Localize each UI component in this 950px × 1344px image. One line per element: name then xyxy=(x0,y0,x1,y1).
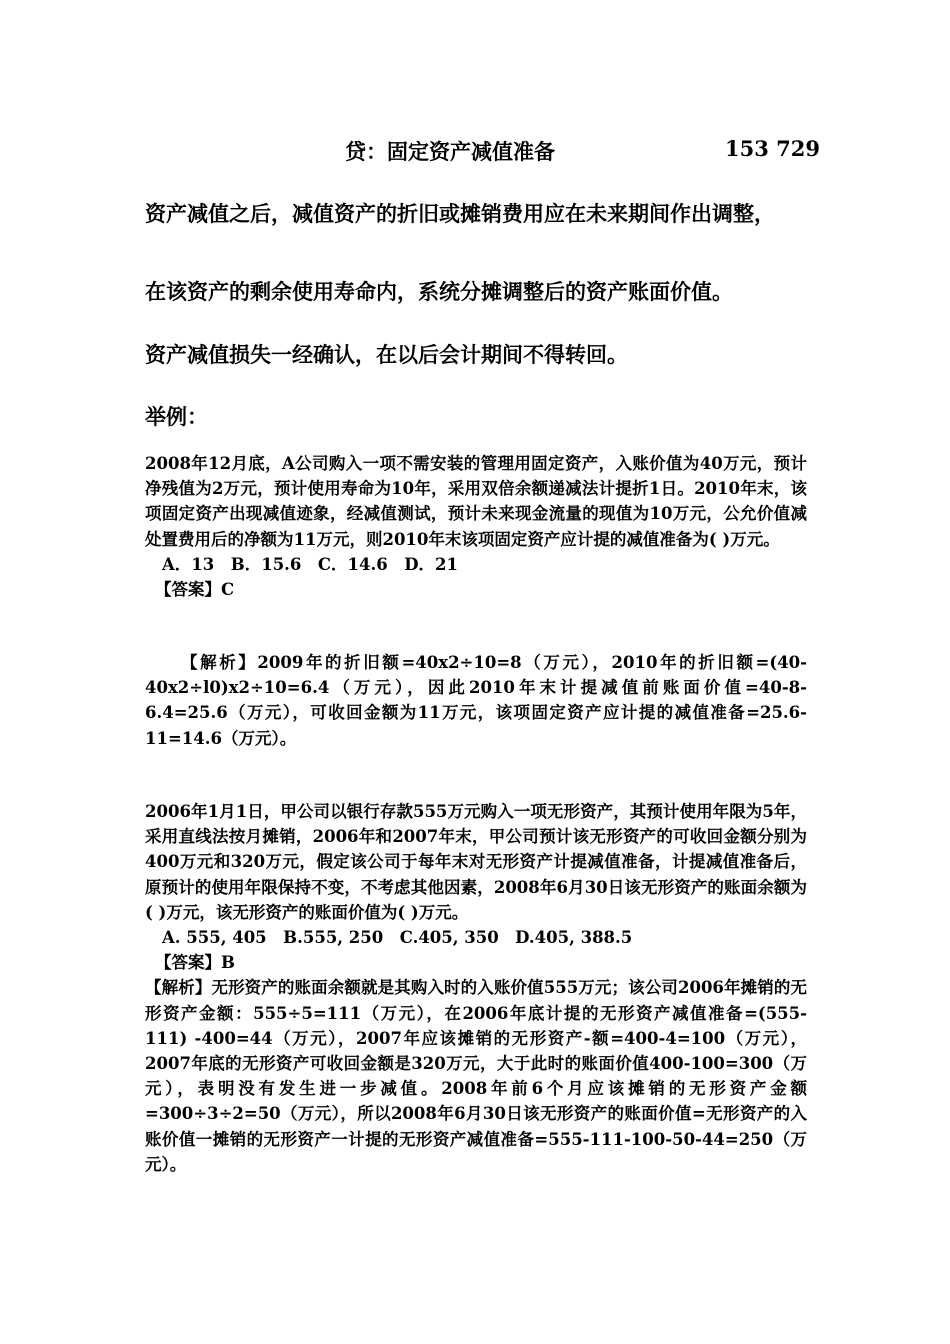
example-2-answer: 【答案】B xyxy=(155,953,235,973)
example-1-options: A．13 B．15.6 C．14.6 D．21 xyxy=(162,554,458,574)
example-1 xyxy=(145,451,807,602)
example-1-answer: 【答案】C xyxy=(155,580,235,600)
journal-entry-line xyxy=(345,136,820,166)
journal-entry-account: 贷：固定资产减值准备 xyxy=(345,139,555,164)
paragraph-no-reversal: 资产减值损失一经确认，在以后会计期间不得转回。 xyxy=(145,342,628,367)
example-1-analysis xyxy=(145,650,807,751)
example-1-analysis-text: 【解析】2009年的折旧额=40x2÷10=8（万元），2010年的折旧额=(40-40x2÷l0)x2÷10=6.4（万元），因此2010年末计提减值前账面价值=40-8-6.4=25.6（万元），可收回金额为11万元，该项固定资产应计提的减值准备=25.6-11=14.6（万元）。 xyxy=(145,653,807,748)
example-1-question: 2008年12月底，A公司购入一项不需安装的管理用固定资产，入账价值为40万元，预计净残值为2万元，预计使用寿命为10年，采用双倍余额递减法计提折1日。2010年末，该项固定资产出现减值迹象，经减值测试，预计未来现金流量的现值为10万元，公允价值减处置费用后的净额为11万元，则2010年末该项固定资产应计提的减值准备为( )万元。 xyxy=(145,454,807,549)
journal-entry-amount: 153 729 xyxy=(725,136,820,161)
example-2-analysis-text: 【解析】无形资产的账面余额就是其购入时的入账价值555万元；该公司2006年摊销的无形资产金额：555÷5=111（万元），在2006年底计提的无形资产减值准备=(555-111) -400=44（万元），2007年应该摊销的无形资产-额=400-4=100（万元），2007年底的无形资产可收回金额是320万元，大于此时的账面价值400-100=300（万元），表明没有发生进一步减值。2008年前6个月应该摊销的无形资产金额=300÷3÷2=50（万元），所以2008年6月30日该无形资产的账面价值=无形资产的入账价值一摊销的无形资产一计提的无形资产减值准备=555-111-100-50-44=250（万元）。 xyxy=(145,978,807,1174)
example-2-options: A. 555, 405 B.555, 250 C.405, 350 D.405, 388.5 xyxy=(162,928,633,948)
example-heading: 举例： xyxy=(145,404,208,429)
example-2 xyxy=(145,799,807,1177)
paragraph-allocation: 在该资产的剩余使用寿命内，系统分摊调整后的资产账面价值。 xyxy=(145,279,733,304)
example-2-question: 2006年1月1日，甲公司以银行存款555万元购入一项无形资产，其预计使用年限为5年，采用直线法按月摊销，2006年和2007年末，甲公司预计该无形资产的可收回金额分别为400万元和320万元，假定该公司于每年末对无形资产计提减值准备，计提减值准备后，原预计的使用年限保持不变，不考虑其他因素，2008年6月30日该无形资产的账面余额为( )万元，该无形资产的账面价值为( )万元。 xyxy=(145,802,807,922)
paragraph-adjustment: 资产减值之后，减值资产的折旧或摊销费用应在未来期间作出调整， xyxy=(145,201,775,226)
